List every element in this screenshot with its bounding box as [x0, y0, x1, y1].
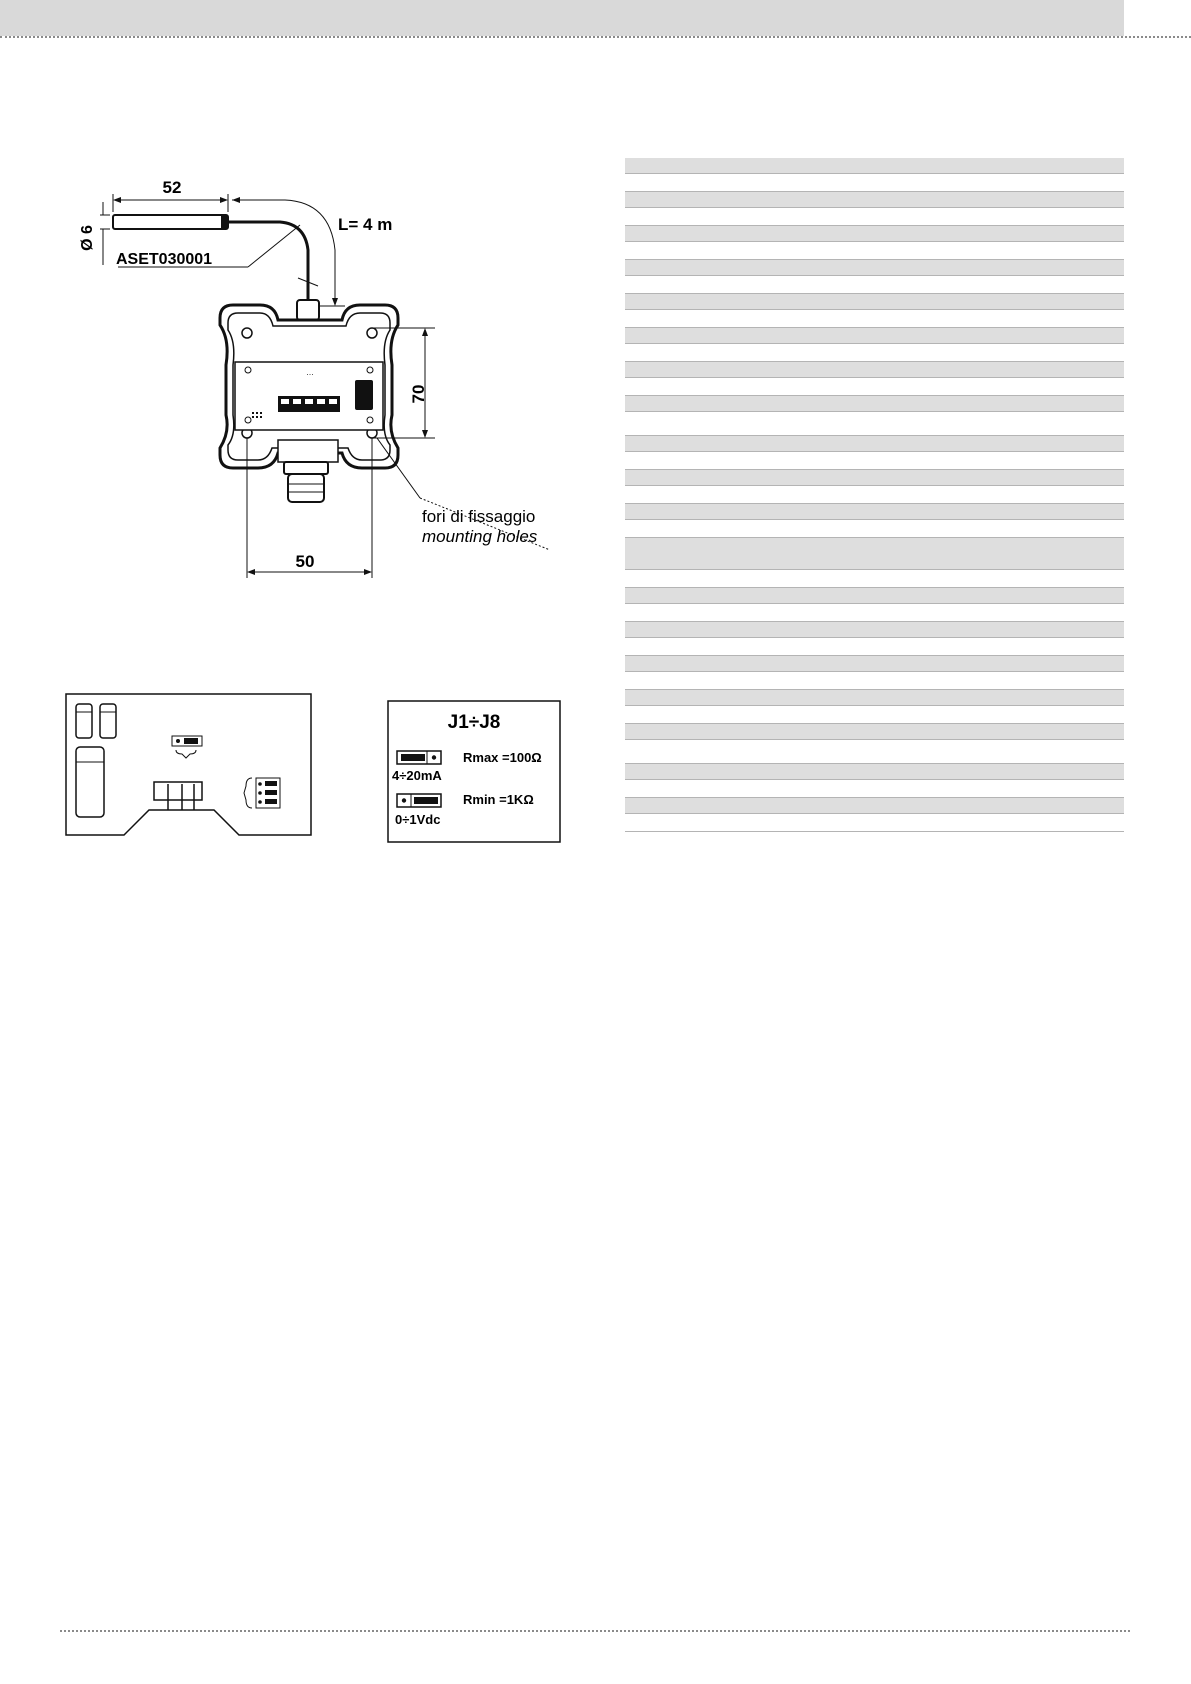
table-row	[625, 706, 1124, 724]
table-row	[625, 310, 1124, 328]
table-row	[625, 158, 1124, 174]
dimension-drawing	[80, 170, 580, 590]
connector-block	[154, 782, 202, 800]
table-row	[625, 690, 1124, 706]
table-row	[625, 344, 1124, 362]
voltage-mode-label: 0÷1Vdc	[395, 812, 441, 827]
cable-length-label: L= 4 m	[338, 215, 393, 234]
dimension-drawing-svg	[80, 170, 580, 590]
probe-code-label: ASET030001	[116, 251, 213, 268]
table-row	[625, 638, 1124, 656]
svg-text:…: …	[306, 368, 314, 377]
bottom-divider	[60, 1630, 1130, 1632]
header-band	[0, 0, 1124, 36]
specification-table	[625, 158, 1124, 832]
capacitor	[76, 704, 92, 738]
table-row	[625, 780, 1124, 798]
table-row	[625, 294, 1124, 310]
table-row	[625, 764, 1124, 780]
jumper-legend	[387, 700, 561, 844]
table-row	[625, 570, 1124, 588]
mounting-label-en: mounting holes	[422, 527, 538, 546]
table-row	[625, 260, 1124, 276]
top-divider	[0, 36, 1191, 38]
table-row	[625, 656, 1124, 672]
table-row	[625, 798, 1124, 814]
table-row	[625, 724, 1124, 740]
table-row	[625, 436, 1124, 452]
table-row	[625, 174, 1124, 192]
probe-diameter-label: Ø 6	[80, 225, 96, 251]
height-label: 70	[409, 384, 428, 404]
table-row	[625, 276, 1124, 294]
table-row	[625, 192, 1124, 208]
table-row	[625, 520, 1124, 538]
capacitor	[100, 704, 116, 738]
jumper-legend-title: J1÷J8	[447, 712, 501, 733]
table-row	[625, 814, 1124, 832]
table-row	[625, 226, 1124, 242]
table-row	[625, 672, 1124, 690]
table-row	[625, 362, 1124, 378]
mounting-label-it: fori di fissaggio	[422, 507, 536, 526]
table-row	[625, 378, 1124, 396]
probe-tip	[221, 215, 228, 229]
pcb-layout-drawing	[64, 692, 314, 840]
table-row	[625, 740, 1124, 764]
voltage-resistance-label: Rmin =1KΩ	[463, 792, 534, 807]
large-capacitor	[76, 747, 104, 817]
table-row	[625, 412, 1124, 436]
table-row	[625, 486, 1124, 504]
width-label: 50	[295, 552, 315, 571]
table-row	[625, 622, 1124, 638]
probe-body	[113, 215, 228, 229]
current-mode-label: 4÷20mA	[392, 768, 442, 783]
table-row	[625, 328, 1124, 344]
table-row	[625, 396, 1124, 412]
table-row	[625, 452, 1124, 470]
probe-length-label: 52	[162, 178, 182, 197]
table-row	[625, 588, 1124, 604]
pcb-component	[355, 380, 373, 410]
probe-cable	[228, 222, 308, 308]
current-resistance-label: Rmax =100Ω	[463, 750, 542, 765]
table-row	[625, 504, 1124, 520]
table-row	[625, 538, 1124, 570]
table-row	[625, 242, 1124, 260]
table-row	[625, 208, 1124, 226]
table-row	[625, 470, 1124, 486]
table-row	[625, 604, 1124, 622]
